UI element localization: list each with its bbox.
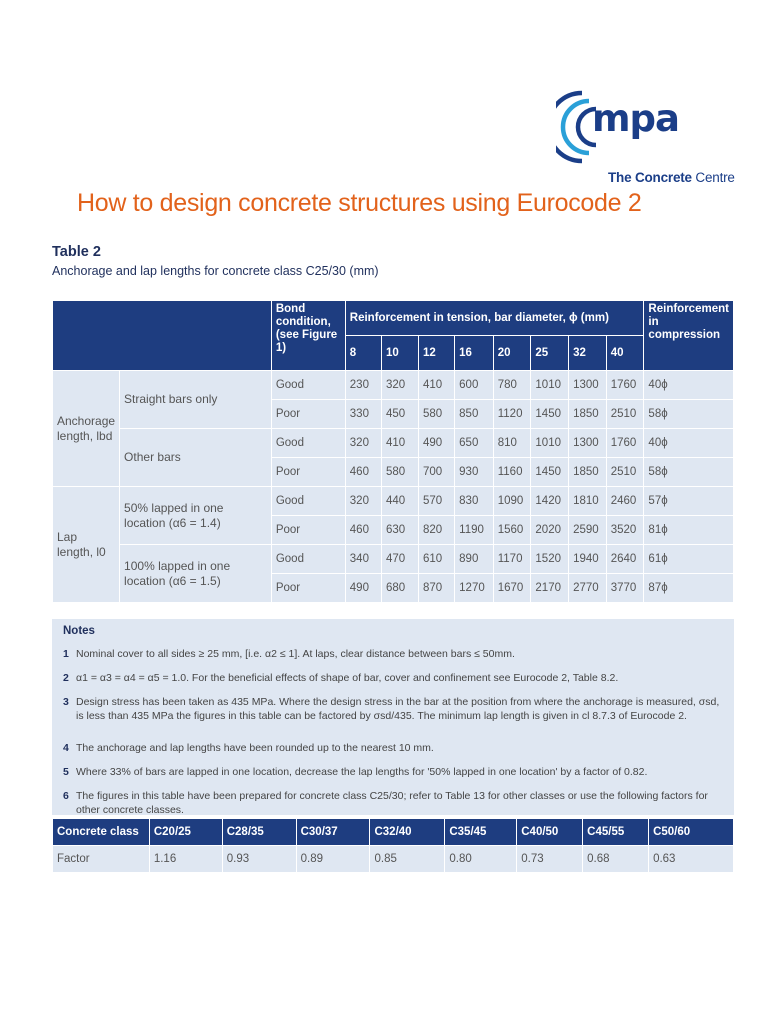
value-cell: 2510 <box>606 400 644 429</box>
diameter-header: 16 <box>455 336 494 371</box>
value-cell: 1010 <box>531 371 569 400</box>
factor-cell: 1.16 <box>149 846 222 873</box>
table-row <box>53 429 734 458</box>
concrete-class-header: C28/35 <box>222 819 296 846</box>
value-cell: 340 <box>345 545 381 574</box>
mpa-logo <box>556 86 735 186</box>
value-cell: 230 <box>345 371 381 400</box>
subgroup-label: 50% lapped in one location (α6 = 1.4) <box>120 487 272 545</box>
value-cell: 460 <box>345 516 381 545</box>
note-item <box>63 671 729 685</box>
value-cell: 1190 <box>455 516 494 545</box>
value-cell: 1850 <box>569 458 607 487</box>
subgroup-label: Other bars <box>120 429 272 487</box>
anchorage-lap-table <box>52 300 734 603</box>
value-cell: 1810 <box>569 487 607 516</box>
group-label-lap: Lap length, l0 <box>53 487 120 603</box>
bond-cell: Good <box>271 487 345 516</box>
value-cell: 1420 <box>531 487 569 516</box>
note-number: 1 <box>63 648 69 660</box>
note-text: Nominal cover to all sides ≥ 25 mm, [i.e. α2 ≤ 1]. At laps, clear distance between bars ≤ 50mm. <box>76 648 515 660</box>
value-cell: 330 <box>345 400 381 429</box>
value-cell: 320 <box>381 371 418 400</box>
compression-cell: 81ϕ <box>644 516 734 545</box>
value-cell: 850 <box>455 400 494 429</box>
factor-cell: 0.89 <box>296 846 370 873</box>
value-cell: 1010 <box>531 429 569 458</box>
value-cell: 1300 <box>569 371 607 400</box>
value-cell: 580 <box>419 400 455 429</box>
value-cell: 2170 <box>531 574 569 603</box>
value-cell: 1120 <box>493 400 531 429</box>
bond-cell: Good <box>271 429 345 458</box>
factor-cell: 0.85 <box>370 846 445 873</box>
note-text: The anchorage and lap lengths have been rounded up to the nearest 10 mm. <box>76 742 434 754</box>
factor-cell: 0.63 <box>649 846 734 873</box>
value-cell: 580 <box>381 458 418 487</box>
note-item <box>63 765 729 779</box>
table-row <box>53 371 734 400</box>
bond-cell: Poor <box>271 400 345 429</box>
value-cell: 570 <box>419 487 455 516</box>
diameter-header: 12 <box>419 336 455 371</box>
note-number: 4 <box>63 742 69 754</box>
header-blank <box>53 301 272 371</box>
value-cell: 630 <box>381 516 418 545</box>
group-label-anchorage: Anchorage length, lbd <box>53 371 120 487</box>
value-cell: 1560 <box>493 516 531 545</box>
bond-cell: Good <box>271 371 345 400</box>
value-cell: 2510 <box>606 458 644 487</box>
value-cell: 490 <box>345 574 381 603</box>
value-cell: 1170 <box>493 545 531 574</box>
note-item <box>63 741 729 755</box>
concrete-class-header-label: Concrete class <box>53 819 150 846</box>
notes-panel <box>52 619 734 815</box>
table-row <box>53 487 734 516</box>
value-cell: 470 <box>381 545 418 574</box>
compression-cell: 40ϕ <box>644 429 734 458</box>
value-cell: 3520 <box>606 516 644 545</box>
concrete-class-header: C40/50 <box>517 819 583 846</box>
logo-wordmark: mpa <box>592 97 680 140</box>
diameter-header: 25 <box>531 336 569 371</box>
value-cell: 450 <box>381 400 418 429</box>
factor-cell: 0.93 <box>222 846 296 873</box>
logo-subtitle: The Concrete Centre <box>608 170 735 185</box>
value-cell: 810 <box>493 429 531 458</box>
compression-cell: 40ϕ <box>644 371 734 400</box>
note-text: Where 33% of bars are lapped in one location, decrease the lap lengths for '50% lapped in one location' by a factor of 0.82. <box>76 766 648 778</box>
value-cell: 410 <box>381 429 418 458</box>
value-cell: 1940 <box>569 545 607 574</box>
factor-cell: 0.68 <box>583 846 649 873</box>
note-number: 2 <box>63 672 69 684</box>
diameter-header: 8 <box>345 336 381 371</box>
value-cell: 830 <box>455 487 494 516</box>
concrete-class-header: C35/45 <box>445 819 517 846</box>
diameter-header: 32 <box>569 336 607 371</box>
bond-cell: Good <box>271 545 345 574</box>
factor-row <box>53 846 734 873</box>
diameter-header: 20 <box>493 336 531 371</box>
value-cell: 1850 <box>569 400 607 429</box>
notes-title: Notes <box>63 625 95 637</box>
compression-cell: 87ϕ <box>644 574 734 603</box>
value-cell: 440 <box>381 487 418 516</box>
value-cell: 2460 <box>606 487 644 516</box>
header-bond-condition: Bond condition, (see Figure 1) <box>271 301 345 371</box>
value-cell: 460 <box>345 458 381 487</box>
value-cell: 780 <box>493 371 531 400</box>
compression-cell: 61ϕ <box>644 545 734 574</box>
value-cell: 1520 <box>531 545 569 574</box>
value-cell: 1450 <box>531 400 569 429</box>
diameter-header: 40 <box>606 336 644 371</box>
value-cell: 680 <box>381 574 418 603</box>
value-cell: 1160 <box>493 458 531 487</box>
value-cell: 1270 <box>455 574 494 603</box>
value-cell: 320 <box>345 487 381 516</box>
value-cell: 320 <box>345 429 381 458</box>
subgroup-label: 100% lapped in one location (α6 = 1.5) <box>120 545 272 603</box>
value-cell: 2640 <box>606 545 644 574</box>
table-header-row <box>53 301 734 336</box>
note-text: The figures in this table have been prepared for concrete class C25/30; refer to Table 13 for other classes or use the following factors for other concrete classes. <box>76 790 708 816</box>
value-cell: 1300 <box>569 429 607 458</box>
note-text: Design stress has been taken as 435 MPa. Where the design stress in the bar at the position from where the anchorage is measured, σsd, is less than 435 MPa the figures in this table can be factored by σsd/435. The minimum lap length is given in cl 8.7.3 of Eurocode 2. <box>76 696 720 722</box>
value-cell: 700 <box>419 458 455 487</box>
value-cell: 870 <box>419 574 455 603</box>
concrete-class-header: C50/60 <box>649 819 734 846</box>
factor-cell: 0.73 <box>517 846 583 873</box>
concrete-class-header: C45/55 <box>583 819 649 846</box>
header-compression: Reinforcement in compression <box>644 301 734 371</box>
note-text: α1 = α3 = α4 = α5 = 1.0. For the beneficial effects of shape of bar, cover and confinement see Eurocode 2, Table 8.2. <box>76 672 619 684</box>
value-cell: 890 <box>455 545 494 574</box>
value-cell: 1090 <box>493 487 531 516</box>
factor-cell: 0.80 <box>445 846 517 873</box>
document-title: How to design concrete structures using Eurocode 2 <box>77 189 642 217</box>
bond-cell: Poor <box>271 516 345 545</box>
diameter-header: 10 <box>381 336 418 371</box>
value-cell: 820 <box>419 516 455 545</box>
compression-cell: 58ϕ <box>644 400 734 429</box>
value-cell: 3770 <box>606 574 644 603</box>
concrete-class-header: C20/25 <box>149 819 222 846</box>
value-cell: 650 <box>455 429 494 458</box>
subgroup-label: Straight bars only <box>120 371 272 429</box>
concrete-class-header: C30/37 <box>296 819 370 846</box>
value-cell: 1760 <box>606 429 644 458</box>
note-number: 3 <box>63 696 69 708</box>
value-cell: 930 <box>455 458 494 487</box>
note-number: 5 <box>63 766 69 778</box>
value-cell: 2020 <box>531 516 569 545</box>
note-item <box>63 789 729 817</box>
value-cell: 2590 <box>569 516 607 545</box>
factor-row-label: Factor <box>53 846 150 873</box>
note-item <box>63 695 729 723</box>
bond-cell: Poor <box>271 458 345 487</box>
note-item <box>63 647 729 661</box>
header-tension: Reinforcement in tension, bar diameter, ϕ (mm) <box>345 301 644 336</box>
compression-cell: 58ϕ <box>644 458 734 487</box>
concrete-class-table <box>52 818 734 873</box>
value-cell: 410 <box>419 371 455 400</box>
table-label: Table 2 <box>52 244 101 260</box>
note-number: 6 <box>63 790 69 802</box>
value-cell: 490 <box>419 429 455 458</box>
value-cell: 610 <box>419 545 455 574</box>
bond-cell: Poor <box>271 574 345 603</box>
compression-cell: 57ϕ <box>644 487 734 516</box>
value-cell: 1760 <box>606 371 644 400</box>
concrete-class-header-row <box>53 819 734 846</box>
value-cell: 2770 <box>569 574 607 603</box>
table-row <box>53 545 734 574</box>
value-cell: 1450 <box>531 458 569 487</box>
value-cell: 1670 <box>493 574 531 603</box>
value-cell: 600 <box>455 371 494 400</box>
concrete-class-header: C32/40 <box>370 819 445 846</box>
table-caption: Anchorage and lap lengths for concrete class C25/30 (mm) <box>52 264 379 278</box>
